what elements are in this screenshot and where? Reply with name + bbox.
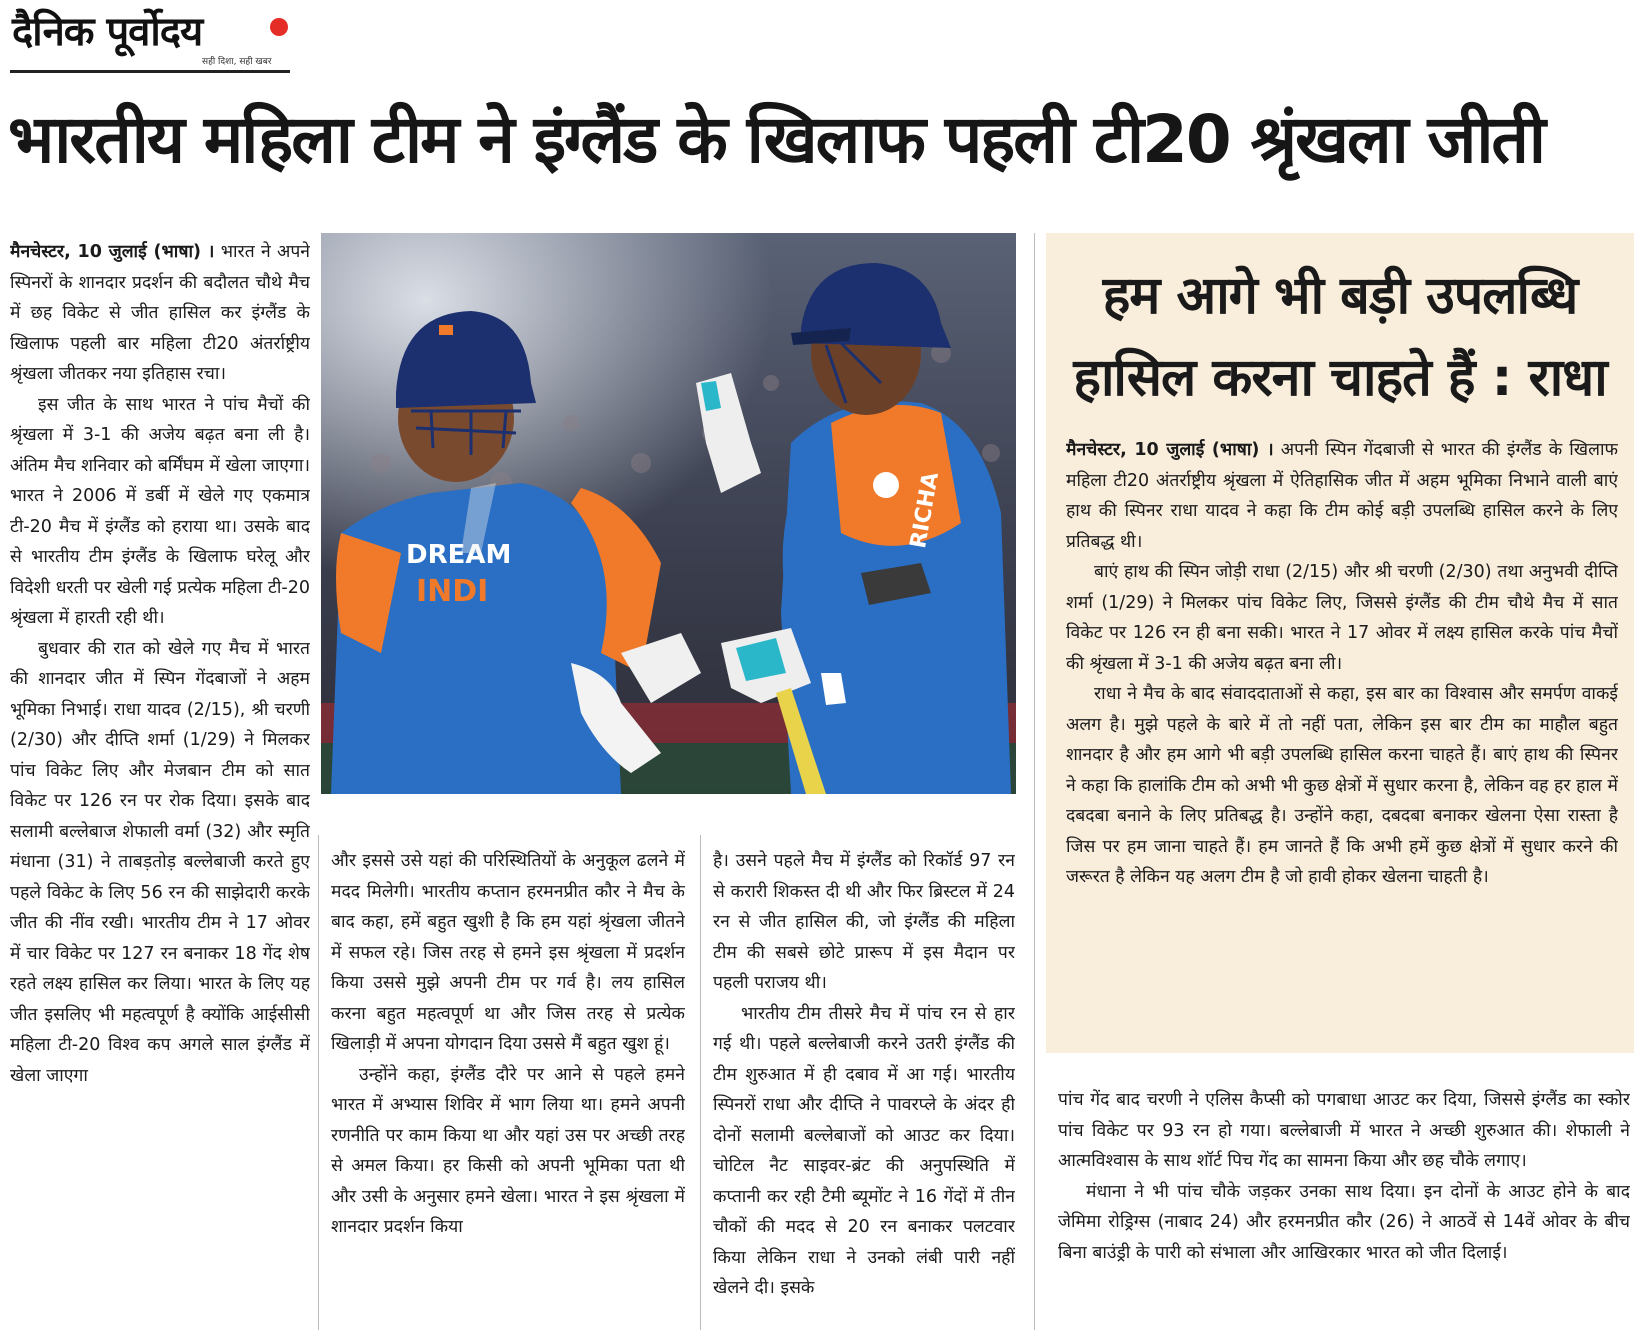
- story-column-4: [1058, 1085, 1630, 1332]
- newspaper-tagline: सही दिशा, सही खबर: [202, 57, 272, 67]
- cricket-players-celebration-image: [321, 233, 1016, 794]
- story-dateline: मैनचेस्टर, 10 जुलाई (भाषा) ।: [10, 242, 215, 262]
- story-paragraph: मंधाना ने भी पांच चौके जड़कर उनका साथ दिया। इन दोनों के आउट होने के बाद जेमिमा रोड्रिग्स (नाबाद 24) और हरमनप्रीत कौर (26) ने आठवें से 14वें ओवर के बीच बिना बाउंड्री के पारी को संभाला और आखिरकार भारत को जीत दिलाई।: [1058, 1181, 1630, 1263]
- match-photo: [321, 233, 1016, 794]
- story-paragraph: इस जीत के साथ भारत ने पांच मैचों की श्रृंखला में 3-1 की अजेय बढ़त बना ली है। अंतिम मैच शनिवार को बर्मिंघम में खेला जाएगा। भारत ने 2006 में डर्बी में खेले गए एकमात्र टी-20 मैच में इंग्लैंड को हराया था। उसके बाद से भारतीय टीम इंग्लैंड के खिलाफ घरेलू और विदेशी धरती पर खेली गई प्रत्येक महिला टी-20 श्रृंखला में हारती रही थी।: [10, 394, 310, 628]
- side-story-body: [1066, 435, 1618, 1045]
- story-column-2: [331, 846, 685, 1332]
- side-story-dateline: मैनचेस्टर, 10 जुलाई (भाषा) ।: [1066, 440, 1274, 460]
- logo-red-dot: [270, 18, 288, 36]
- svg-text:INDI: INDI: [416, 574, 489, 609]
- column-rule: [318, 835, 319, 1330]
- story-paragraph: बाएं हाथ की स्पिन जोड़ी राधा (2/15) और श्री चरणी (2/30) तथा अनुभवी दीप्ति शर्मा (1/29) ने मिलकर पांच विकेट लिए, जिससे इंग्लैंड की टीम चौथे मैच में सात विकेट पर 126 रन ही बना सकी। भारत ने 17 ओवर में लक्ष्य हासिल करके पांच मैचों की श्रृंखला में 3-1 की अजेय बढ़त बना ली।: [1066, 562, 1618, 674]
- column-rule: [700, 835, 701, 1330]
- jersey-right-text: RICHA: [906, 470, 945, 551]
- story-paragraph: उन्होंने कहा, इंग्लैंड दौरे पर आने से पहले हमने भारत में अभ्यास शिविर में भाग लिया था। हमने अपनी रणनीति पर काम किया था और यहां उस पर अच्छी तरह से अमल किया। हर किसी को अपनी भूमिका पता थी और उसी के अनुसार हमने खेला। भारत ने इस श्रृंखला में शानदार प्रदर्शन किया: [331, 1064, 685, 1237]
- side-story-headline: [1046, 255, 1634, 419]
- jersey-left-text: DREAM: [406, 540, 512, 570]
- story-paragraph: और इससे उसे यहां की परिस्थितियों के अनुकूल ढलने में मदद मिलेगी। भारतीय कप्तान हरमनप्रीत कौर ने मैच के बाद कहा, हमें बहुत खुशी है कि हम यहां श्रृंखला जीतने में सफल रहे। जिस तरह से हमने इस श्रृंखला में प्रदर्शन किया उससे मुझे अपनी टीम पर गर्व है। लय हासिल करना बहुत महत्वपूर्ण था और जिस तरह से प्रत्येक खिलाड़ी में अपना योगदान दिया उससे मैं बहुत खुश हूं।: [331, 851, 685, 1054]
- story-paragraph: बुधवार की रात को खेले गए मैच में भारत की शानदार जीत में स्पिन गेंदबाजों ने अहम भूमिका निभाई। राधा यादव (2/15), श्री चरणी (2/30) और दीप्ति शर्मा (1/29) ने मिलकर पांच विकेट लिए और मेजबान टीम को सात विकेट पर 126 रन पर रोक दिया। इसके बाद सलामी बल्लेबाज शेफाली वर्मा (32) और स्मृति मंधाना (31) ने ताबड़तोड़ बल्लेबाजी करते हुए पहले विकेट के लिए 56 रन की साझेदारी करके जीत की नींव रखी। भारतीय टीम ने 17 ओवर में चार विकेट पर 127 रन बनाकर 18 गेंद शेष रहते लक्ष्य हासिल कर लिया। भारत के लिए यह जीत इसलिए भी महत्वपूर्ण है क्योंकि आईसीसी महिला टी-20 विश्व कप अगले साल इंग्लैंड में खेला जाएगा: [10, 638, 310, 1086]
- story-column-1: [10, 237, 310, 1332]
- page-headline: भारतीय महिला टीम ने इंग्लैंड के खिलाफ पहली टी20 श्रृंखला जीती: [8, 101, 1544, 178]
- story-column-3: [713, 846, 1015, 1332]
- side-headline-line-1: हम आगे भी बड़ी उपलब्धि: [1102, 266, 1578, 326]
- column-rule: [1034, 233, 1035, 1330]
- newspaper-logo: दैनिक पूर्वोदय: [12, 8, 203, 55]
- story-paragraph: मैनचेस्टर, 10 जुलाई (भाषा) । अपनी स्पिन गेंदबाजी से भारत की इंग्लैंड के खिलाफ महिला टी20 अंतर्राष्ट्रीय श्रृंखला में ऐतिहासिक जीत में अहम भूमिका निभाने वाली बाएं हाथ की स्पिनर राधा यादव ने कहा कि टीम कोई बड़ी उपलब्धि हासिल करने के लिए प्रतिबद्ध थी।: [1066, 440, 1618, 552]
- story-paragraph: भारतीय टीम तीसरे मैच में पांच रन से हार गई थी। पहले बल्लेबाजी करने उतरी इंग्लैंड की टीम शुरुआत में ही दबाव में आ गई। भारतीय स्पिनरों राधा और दीप्ति ने पावरप्ले के अंदर ही दोनों सलामी बल्लेबाजों को आउट कर दिया। चोटिल नैट साइवर-ब्रंट की अनुपस्थिति में कप्तानी कर रही टैमी ब्यूमोंट ने 16 गेंदों में तीन चौकों की मदद से 20 रन बनाकर पलटवार किया लेकिन राधा ने उनको लंबी पारी नहीं खेलने दी। इसके: [713, 1003, 1015, 1298]
- story-paragraph: राधा ने मैच के बाद संवाददाताओं से कहा, इस बार का विश्वास और समर्पण वाकई अलग है। मुझे पहले के बारे में तो नहीं पता, लेकिन इस बार टीम का माहौल बहुत शानदार है और हम आगे भी बड़ी उपलब्धि हासिल करना चाहते हैं। बाएं हाथ की स्पिनर ने कहा कि हालांकि टीम को अभी भी कुछ क्षेत्रों में सुधार करना है, लेकिन वह हर हाल में दबदबा बनाने के लिए प्रतिबद्ध है। उन्होंने कहा, दबदबा बनाकर खेलना ऐसा रास्ता है जिस पर हम जाना चाहते हैं। हम जानते हैं कि अभी हमें कुछ क्षेत्रों में सुधार करने की जरूरत है लेकिन यह अलग टीम है जो हावी होकर खेलना चाहती है।: [1066, 684, 1618, 887]
- story-paragraph: है। उसने पहले मैच में इंग्लैंड को रिकॉर्ड 97 रन से करारी शिकस्त दी थी और फिर ब्रिस्टल में 24 रन से जीत हासिल की, जो इंग्लैंड की महिला टीम की सबसे छोटे प्रारूप में इस मैदान पर पहली पराजय थी।: [713, 851, 1015, 993]
- story-paragraph: पांच गेंद बाद चरणी ने एलिस कैप्सी को पगबाधा आउट कर दिया, जिससे इंग्लैंड का स्कोर पांच विकेट पर 93 रन हो गया। बल्लेबाजी में भारत ने अच्छी शुरुआत की। शेफाली ने आत्मविश्वास के साथ शॉर्ट पिच गेंद का सामना किया और छह चौके लगाए।: [1058, 1090, 1630, 1171]
- masthead-rule: [10, 70, 290, 73]
- side-headline-line-2: हासिल करना चाहते हैं : राधा: [1073, 348, 1607, 408]
- masthead: [12, 8, 292, 70]
- story-paragraph: मैनचेस्टर, 10 जुलाई (भाषा) । भारत ने अपने स्पिनरों के शानदार प्रदर्शन की बदौलत चौथे मैच में छह विकेट से जीत हासिल कर इंग्लैंड के खिलाफ पहली बार महिला टी20 अंतर्राष्ट्रीय श्रृंखला जीतकर नया इतिहास रचा।: [10, 242, 310, 384]
